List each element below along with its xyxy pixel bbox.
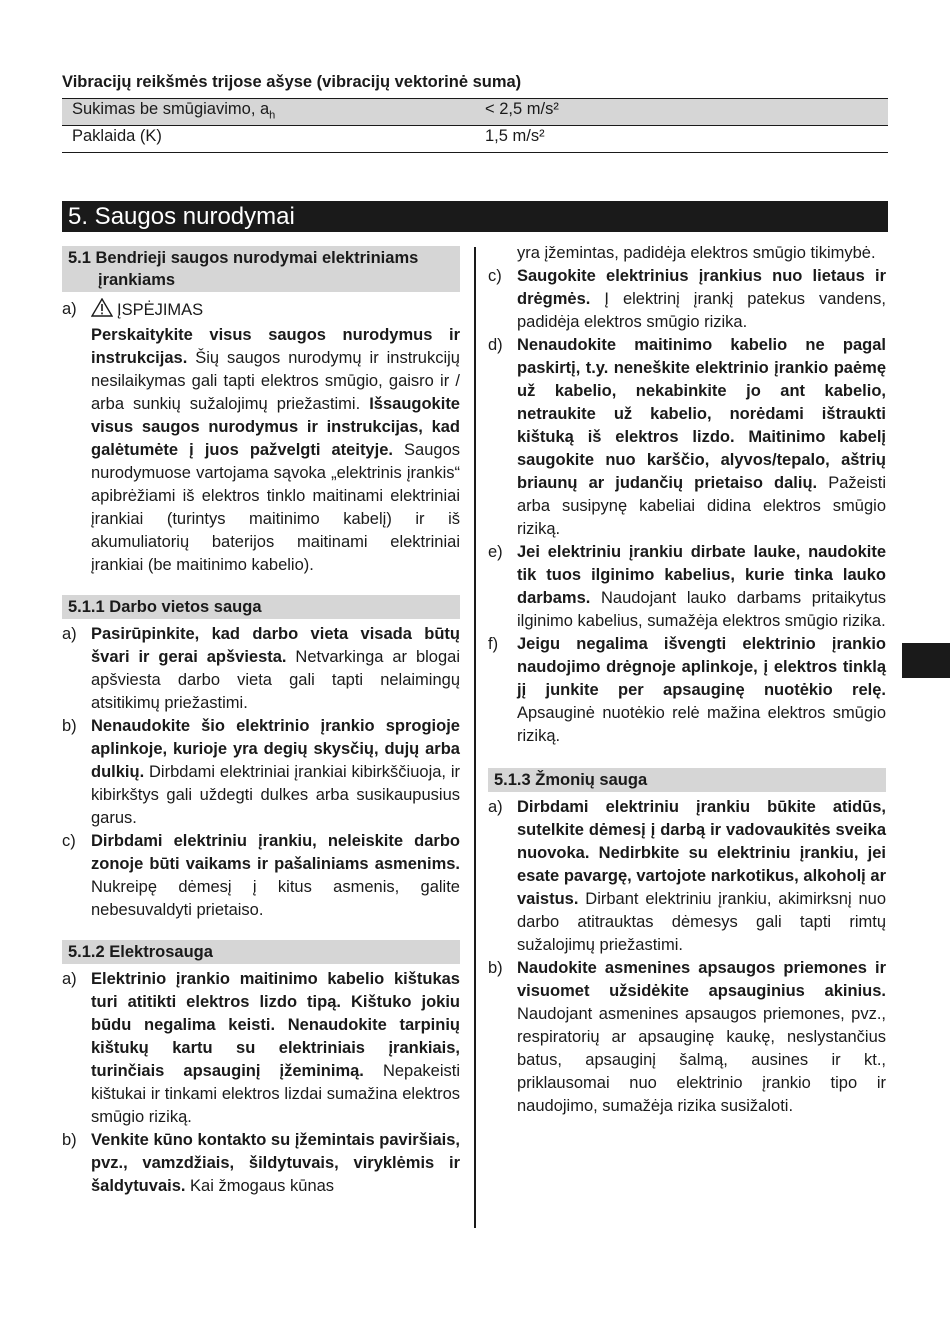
section-heading-5-1-2: 5.1.2 Elektrosauga bbox=[62, 940, 460, 964]
section-heading-5-1-1: 5.1.1 Darbo vietos sauga bbox=[62, 595, 460, 619]
table-row bbox=[62, 99, 888, 126]
warning-label: ĮSPĖJIMAS bbox=[117, 301, 204, 319]
list-item: d) Nenaudokite maitinimo kabelio ne pagal paskirtį, t.y. neneškite elektrinio įrankio paėmę už kabelio, nekabinkite jo ant kabelio, netraukite už kabelio, norėdami ištraukti kištuką iš elektros lizdo. Maitinimo kabelį saugokite nuo karščio, alyvos/tepalo, aštrių briaunų ar judančių prietaiso dalių. Pažeisti arba susipynę kabeliai didina elektros smūgio riziką. bbox=[488, 336, 886, 538]
warning-triangle-icon bbox=[91, 298, 117, 324]
right-column bbox=[488, 242, 886, 1118]
list-item: b) Nenaudokite šio elektrinio įrankio sprogioje aplinkoje, kurioje yra degių skysčių, dujų arba dulkių. Dirbdami elektriniai įrankiai kibirkščiuoja, ir kibirkštys gali uždegti dulkes arba susikaupusius garus. bbox=[62, 717, 460, 827]
column-divider bbox=[474, 247, 476, 1228]
vibration-table bbox=[62, 98, 888, 153]
list-item: a) Pasirūpinkite, kad darbo vieta visada būtų švari ir gerai apšviesta. Netvarkinga ar blogai apšviesta darbo vieta gali tapti nelaimingų atsitikimų priežastimi. bbox=[62, 625, 460, 712]
list-item: f) Jeigu negalima išvengti elektrinio įrankio naudojimo drėgnoje aplinkoje, į elektros tinklą jį junkite per apsauginę nuotėkio relę. Apsauginė nuotėkio relė mažina elektros smūgio riziką. bbox=[488, 635, 886, 745]
table-cell-label: Sukimas be smūgiavimo, $a_h$ bbox=[62, 99, 475, 126]
table-row bbox=[62, 126, 888, 153]
vibration-title: Vibracijų reikšmės trijose ašyse (vibracijų vektorinė suma) bbox=[62, 73, 522, 91]
list-item: b) Naudokite asmenines apsaugos priemones ir visuomet užsidėkite apsauginius akinius. Naudojant asmenines apsaugos priemones, pvz., respiratorių ar apsauginę kaukę, neslystančius batus, apsauginį šalmą, ausines ir kt., priklausomai nuo elektrinio įrankio tipo ir naudojimo, sumažėja rizika susižaloti. bbox=[488, 959, 886, 1115]
chapter-side-tab bbox=[902, 643, 950, 678]
table-cell-value: 1,5 m/s² bbox=[485, 127, 545, 145]
chapter-heading: 5. Saugos nurodymai bbox=[62, 201, 888, 232]
left-column bbox=[62, 246, 460, 1198]
list-item: e) Jei elektriniu įrankiu dirbate lauke, naudokite tik tuos ilginimo kabelius, kurie tinka lauko darbams. Naudojant lauko darbams pritaikytus ilginimo kabelius, sumažėja elektros smūgio rizika. bbox=[488, 543, 886, 630]
list-item: b) Venkite kūno kontakto su įžemintais paviršiais, pvz., vamzdžiais, šildytuvais, viryklėmis ir šaldytuvais. Kai žmogaus kūnas bbox=[62, 1131, 460, 1195]
section-heading-5-1: 5.1 Bendrieji saugos nurodymai elektriniams įrankiams bbox=[62, 246, 460, 292]
table-cell-value: < 2,5 m/s² bbox=[475, 99, 888, 126]
list-item: c) Saugokite elektrinius įrankius nuo lietaus ir drėgmės. Į elektrinį įrankį patekus vandens, padidėja elektros smūgio rizika. bbox=[488, 267, 886, 331]
list-item: a) Elektrinio įrankio maitinimo kabelio kištukas turi atitikti elektros lizdo tipą. Kištuko jokiu būdu negalima keisti. Nenaudokite tarpinių kištukų kartu su elektriniais įrankiais, turinčiais apsauginį įžeminimą. Nepakeisti kištukai ir tinkami elektros lizdai sumažina elektros smūgio riziką. bbox=[62, 970, 461, 1126]
continued-text: yra įžemintas, padidėja elektros smūgio tikimybė. bbox=[517, 244, 876, 262]
warning-text: Perskaitykite visus saugos nurodymus ir instrukcijas. Šių saugos nurodymų ir instrukcijų nesilaikymas gali tapti elektros smūgio, gaisro ir / arba sunkių sužalojimų priežastimi. Išsaugokite visus saugos nurodymus ir instrukcijas, kad galėtumėte į juos pažvelgti ateityje. Saugos nurodymuose vartojama sąvoka „elektrinis įrankis“ apibrėžiami iš elektros tinklo maitinami elektriniai įrankiai (turintys maitinimo kabelį) ir iš akumuliatorių baterijos maitinami elektriniai įrankiai (be maitinimo kabelio). bbox=[91, 326, 461, 574]
list-item: c) Dirbdami elektriniu įrankiu, neleiskite darbo zonoje būti vaikams ir pašaliniams asmenims. Nukreipę dėmesį į kitus asmenis, galite nebesuvaldyti prietaiso. bbox=[62, 832, 460, 919]
list-item: a) Dirbdami elektriniu įrankiu būkite atidūs, sutelkite dėmesį į darbą ir vadovaukitės sveika nuovoka. Nedirbkite su elektriniu įrankiu, jei esate pavargę, vartojote narkotikus, alkoholį ar vaistus. Dirbant elektriniu įrankiu, akimirksnį nuo darbo atitrauktas dėmesys gali tapti rimtų sužalojimų priežastimi. bbox=[488, 798, 886, 954]
section-heading-5-1-3: 5.1.3 Žmonių sauga bbox=[488, 768, 886, 792]
list-item: a) ĮSPĖJIMAS Perskaitykite visus saugos nurodymus ir instrukcijas. Šių saugos nurodymų ir instrukcijų nesilaikymas gali tapti elektros smūgio, gaisro ir / arba sunkių sužalojimų priežastimi. Išsaugokite visus saugos nurodymus ir instrukcijas, kad galėtumėte į juos pažvelgti ateityje. Saugos nurodymuose vartojama sąvoka „elektrinis įrankis“ apibrėžiami iš elektros tinklo maitinami elektriniai įrankiai (turintys maitinimo kabelį) ir iš akumuliatorių baterijos maitinami elektriniai įrankiai (be maitinimo kabelio). bbox=[62, 298, 460, 577]
table-cell-label: Paklaida (K) bbox=[72, 127, 162, 145]
warning-line bbox=[91, 298, 460, 324]
